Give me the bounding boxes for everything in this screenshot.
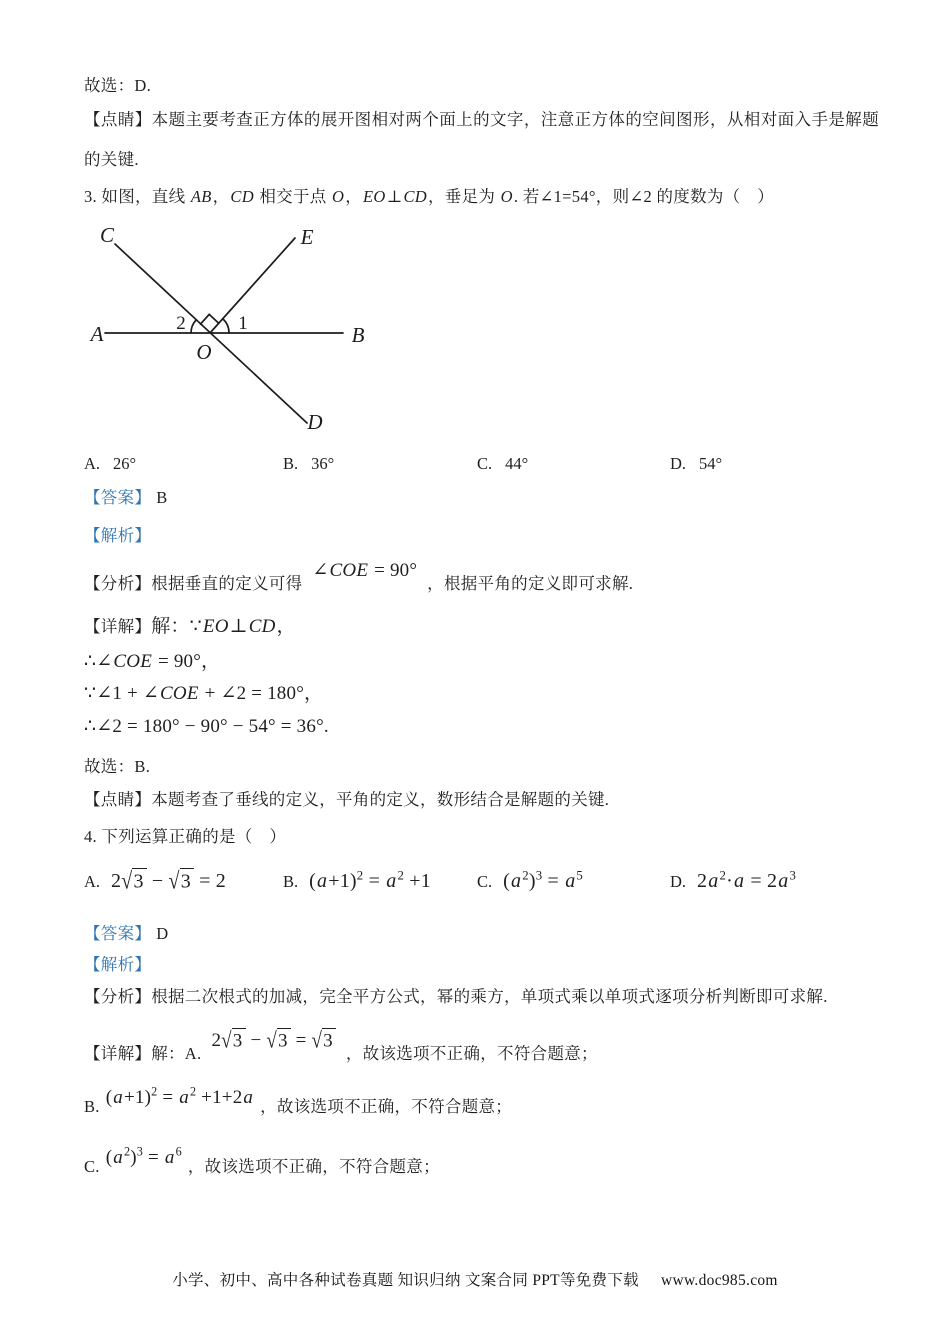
q4-option-d-letter: D. [670, 872, 687, 891]
angle1-arc [223, 319, 229, 333]
q3-fenxi-line [84, 560, 879, 596]
q3-option-a-letter: A. [84, 454, 101, 473]
footer-url-link[interactable]: www.doc985.com [660, 1272, 778, 1289]
q4-option-c [477, 869, 583, 894]
q3-option-d-letter: D. [670, 454, 687, 473]
prev-choice-line [84, 74, 879, 98]
q4-fenxi-line [84, 985, 879, 1009]
label-D: D [307, 410, 323, 434]
prev-tip-paragraph [84, 100, 879, 180]
q3-analysis-line [84, 524, 879, 548]
q3-fenxi-post: ，根据平角的定义即可求解. [427, 574, 634, 593]
tip-text: 本题主要考查正方体的展开图相对两个面上的文字，注意正方体的空间图形，从相对面入手是解题的关键. [84, 110, 879, 169]
q3-detail-line3-math: ∵∠1 + ∠COE + ∠2 = 180°， [84, 683, 324, 704]
q4-stem [84, 825, 879, 849]
right-angle-mark [201, 314, 219, 324]
q4-detail-intro: 解：A. [151, 1044, 202, 1063]
q4-option-d-formula: $2a^2\cdot a = 2a^3$ [697, 868, 797, 892]
q3-tip-text: 本题考查了垂线的定义，平角的定义，数形结合是解题的关键. [151, 790, 610, 809]
q3-option-b-letter: B. [283, 454, 299, 473]
q4-detail-c-text: ，故该选项不正确，不符合题意； [187, 1157, 440, 1176]
label-E: E [300, 225, 314, 249]
q3-tip-line [84, 788, 879, 812]
label-O: O [196, 340, 212, 364]
q3-option-c [477, 452, 528, 476]
q3-option-d-value: 54° [699, 454, 723, 473]
q3-option-b [283, 452, 334, 476]
q4-fenxi-text: 根据二次根式的加减，完全平方公式，幂的乘方，单项式乘以单项式逐项分析判断即可求解. [151, 987, 828, 1006]
label-angle1: 1 [238, 313, 248, 334]
q3-detail-line4-math: ∴∠2 = 180° − 90° − 54° = 36°. [84, 716, 329, 737]
q4-answer-value: D [156, 924, 169, 943]
q3-analysis-label: 【解析】 [84, 526, 152, 545]
q4-detail-line-b [84, 1084, 879, 1119]
q3-option-c-letter: C. [477, 454, 493, 473]
q3-detail-line2 [84, 650, 879, 674]
q3-answer-label: 【答案】 [84, 488, 152, 507]
q3-fenxi-formula: ∠COE = 90° [312, 560, 418, 581]
page-footer [0, 1268, 950, 1290]
q3-geometry-diagram [85, 216, 395, 448]
q3-option-d [670, 452, 722, 476]
label-angle2: 2 [176, 313, 186, 334]
q4-option-b-formula: $(a+1)^2 = a^2 +1$ [309, 868, 431, 892]
q4-detail-label: 【详解】 [84, 1044, 152, 1063]
q3-option-b-value: 36° [311, 454, 335, 473]
q4-analysis-line [84, 953, 879, 977]
q4-option-c-formula: $(a^2)^3 = a^5$ [503, 868, 584, 892]
q3-stem-text: 3. 如图，直线 AB，CD 相交于点 O，EO⊥CD，垂足为 O. 若∠1=54°，则∠2 的度数为（ ） [84, 187, 775, 206]
q3-detail-line3 [84, 682, 879, 706]
q3-answer-value: B [156, 488, 168, 507]
q3-choice-line [84, 755, 879, 779]
q4-detail-a-text: ，故该选项不正确，不符合题意； [345, 1044, 598, 1063]
q4-option-a-formula: 2√3 − √3 = 2 [111, 868, 227, 895]
q4-stem-text: 4. 下列运算正确的是（ ） [84, 827, 287, 846]
q4-detail-c-formula: $(a^2)^3 = a^6$ [105, 1144, 182, 1168]
q4-answer-label: 【答案】 [84, 924, 152, 943]
q4-option-b [283, 869, 431, 894]
label-C: C [99, 223, 115, 247]
q3-option-a-value: 26° [113, 454, 137, 473]
angle2-arc [191, 320, 196, 333]
q3-tip-label: 【点睛】 [84, 790, 152, 809]
q4-analysis-label: 【解析】 [84, 955, 152, 974]
label-B: B [351, 323, 365, 347]
tip-label: 【点睛】 [84, 110, 152, 129]
q4-option-a-letter: A. [84, 872, 101, 891]
q4-detail-b-formula: $(a+1)^2 = a^2 +1+2a$ [105, 1084, 254, 1108]
q4-detail-c-letter: C. [84, 1157, 100, 1176]
q4-detail-b-letter: B. [84, 1097, 100, 1116]
q3-detail-line1-math: 解：∵EO⊥CD， [151, 616, 296, 637]
q3-option-a [84, 452, 136, 476]
q3-answer-line [84, 486, 879, 510]
q4-option-c-letter: C. [477, 872, 493, 891]
q3-detail-line1 [84, 615, 879, 639]
q4-fenxi-label: 【分析】 [84, 987, 152, 1006]
footer-text: 小学、初中、高中各种试卷真题 知识归纳 文案合同 PPT等免费下载 [172, 1272, 639, 1289]
q3-detail-label: 【详解】 [84, 617, 152, 636]
q3-fenxi-label: 【分析】 [84, 574, 152, 593]
q3-stem [84, 185, 879, 209]
prev-choice-text: 故选：D. [84, 76, 152, 95]
q4-detail-line-a [84, 1028, 879, 1066]
q4-detail-line-c [84, 1144, 879, 1179]
q3-option-c-value: 44° [505, 454, 529, 473]
q4-detail-a-formula: 2√3 − √3 = √3 [211, 1029, 335, 1053]
q3-fenxi-pre: 根据垂直的定义可得 [151, 574, 303, 593]
q4-option-b-letter: B. [283, 872, 299, 891]
q3-choice-text: 故选：B. [84, 757, 151, 776]
label-A: A [90, 322, 104, 346]
q3-detail-line4 [84, 715, 879, 739]
q4-answer-line [84, 922, 879, 946]
q4-detail-b-text: ，故该选项不正确，不符合题意； [260, 1097, 513, 1116]
q4-option-a [84, 869, 226, 894]
q4-options-row [84, 869, 884, 909]
q4-option-d [670, 869, 796, 894]
q3-detail-line2-math: ∴∠COE = 90°， [84, 651, 221, 672]
